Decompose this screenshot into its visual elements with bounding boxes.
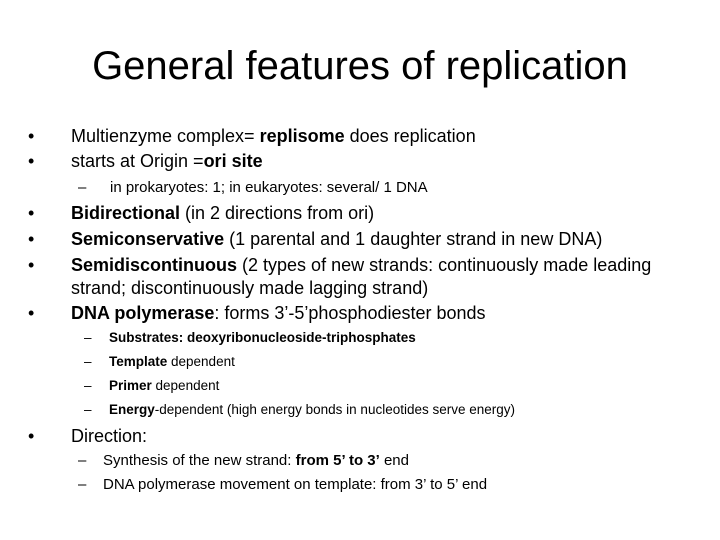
bullet-icon: • bbox=[28, 126, 35, 146]
dash-icon: – bbox=[78, 476, 87, 493]
bullet-text: Bidirectional (in 2 directions from ori) bbox=[71, 203, 375, 223]
bullet-text: Multienzyme complex= replisome does replication bbox=[71, 126, 476, 146]
sub-item-text: DNA polymerase movement on template: from 3’ to 5’ end bbox=[103, 476, 488, 493]
dash-icon: – bbox=[84, 330, 92, 345]
bullet-icon: • bbox=[28, 255, 35, 275]
bullet-icon: • bbox=[28, 229, 35, 249]
bullet-text: Semidiscontinuous (2 types of new strands: continuously made leading strand; discontinuously made lagging strand) bbox=[71, 255, 652, 298]
sub-item-text: in prokaryotes: 1; in eukaryotes: several/ 1 DNA bbox=[110, 179, 428, 196]
sub-item-text: Energy-dependent (high energy bonds in nucleotides serve energy) bbox=[109, 402, 516, 417]
slide-title: General features of replication bbox=[92, 44, 628, 88]
bullet-text: starts at Origin =ori site bbox=[71, 151, 263, 171]
bullet-icon: • bbox=[28, 426, 35, 446]
sub-item-text: Primer dependent bbox=[109, 378, 220, 393]
bullet-icon: • bbox=[28, 151, 35, 171]
bullet-icon: • bbox=[28, 203, 35, 223]
bullet-text: Direction: bbox=[71, 426, 148, 446]
bullet-icon: • bbox=[28, 303, 35, 323]
sub-item-text: Synthesis of the new strand: from 5’ to 3’ end bbox=[103, 452, 409, 469]
dash-icon: – bbox=[84, 354, 92, 369]
sub-item-text: Template dependent bbox=[109, 354, 235, 369]
sub-item-text: Substrates: deoxyribonucleoside-triphosphates bbox=[109, 330, 416, 345]
dash-icon: – bbox=[78, 179, 87, 196]
dash-icon: – bbox=[84, 378, 92, 393]
dash-icon: – bbox=[84, 402, 92, 417]
dash-icon: – bbox=[78, 452, 87, 469]
bullet-text: DNA polymerase: forms 3’-5’phosphodiester bonds bbox=[71, 303, 486, 323]
bullet-text: Semiconservative (1 parental and 1 daughter strand in new DNA) bbox=[71, 229, 603, 249]
